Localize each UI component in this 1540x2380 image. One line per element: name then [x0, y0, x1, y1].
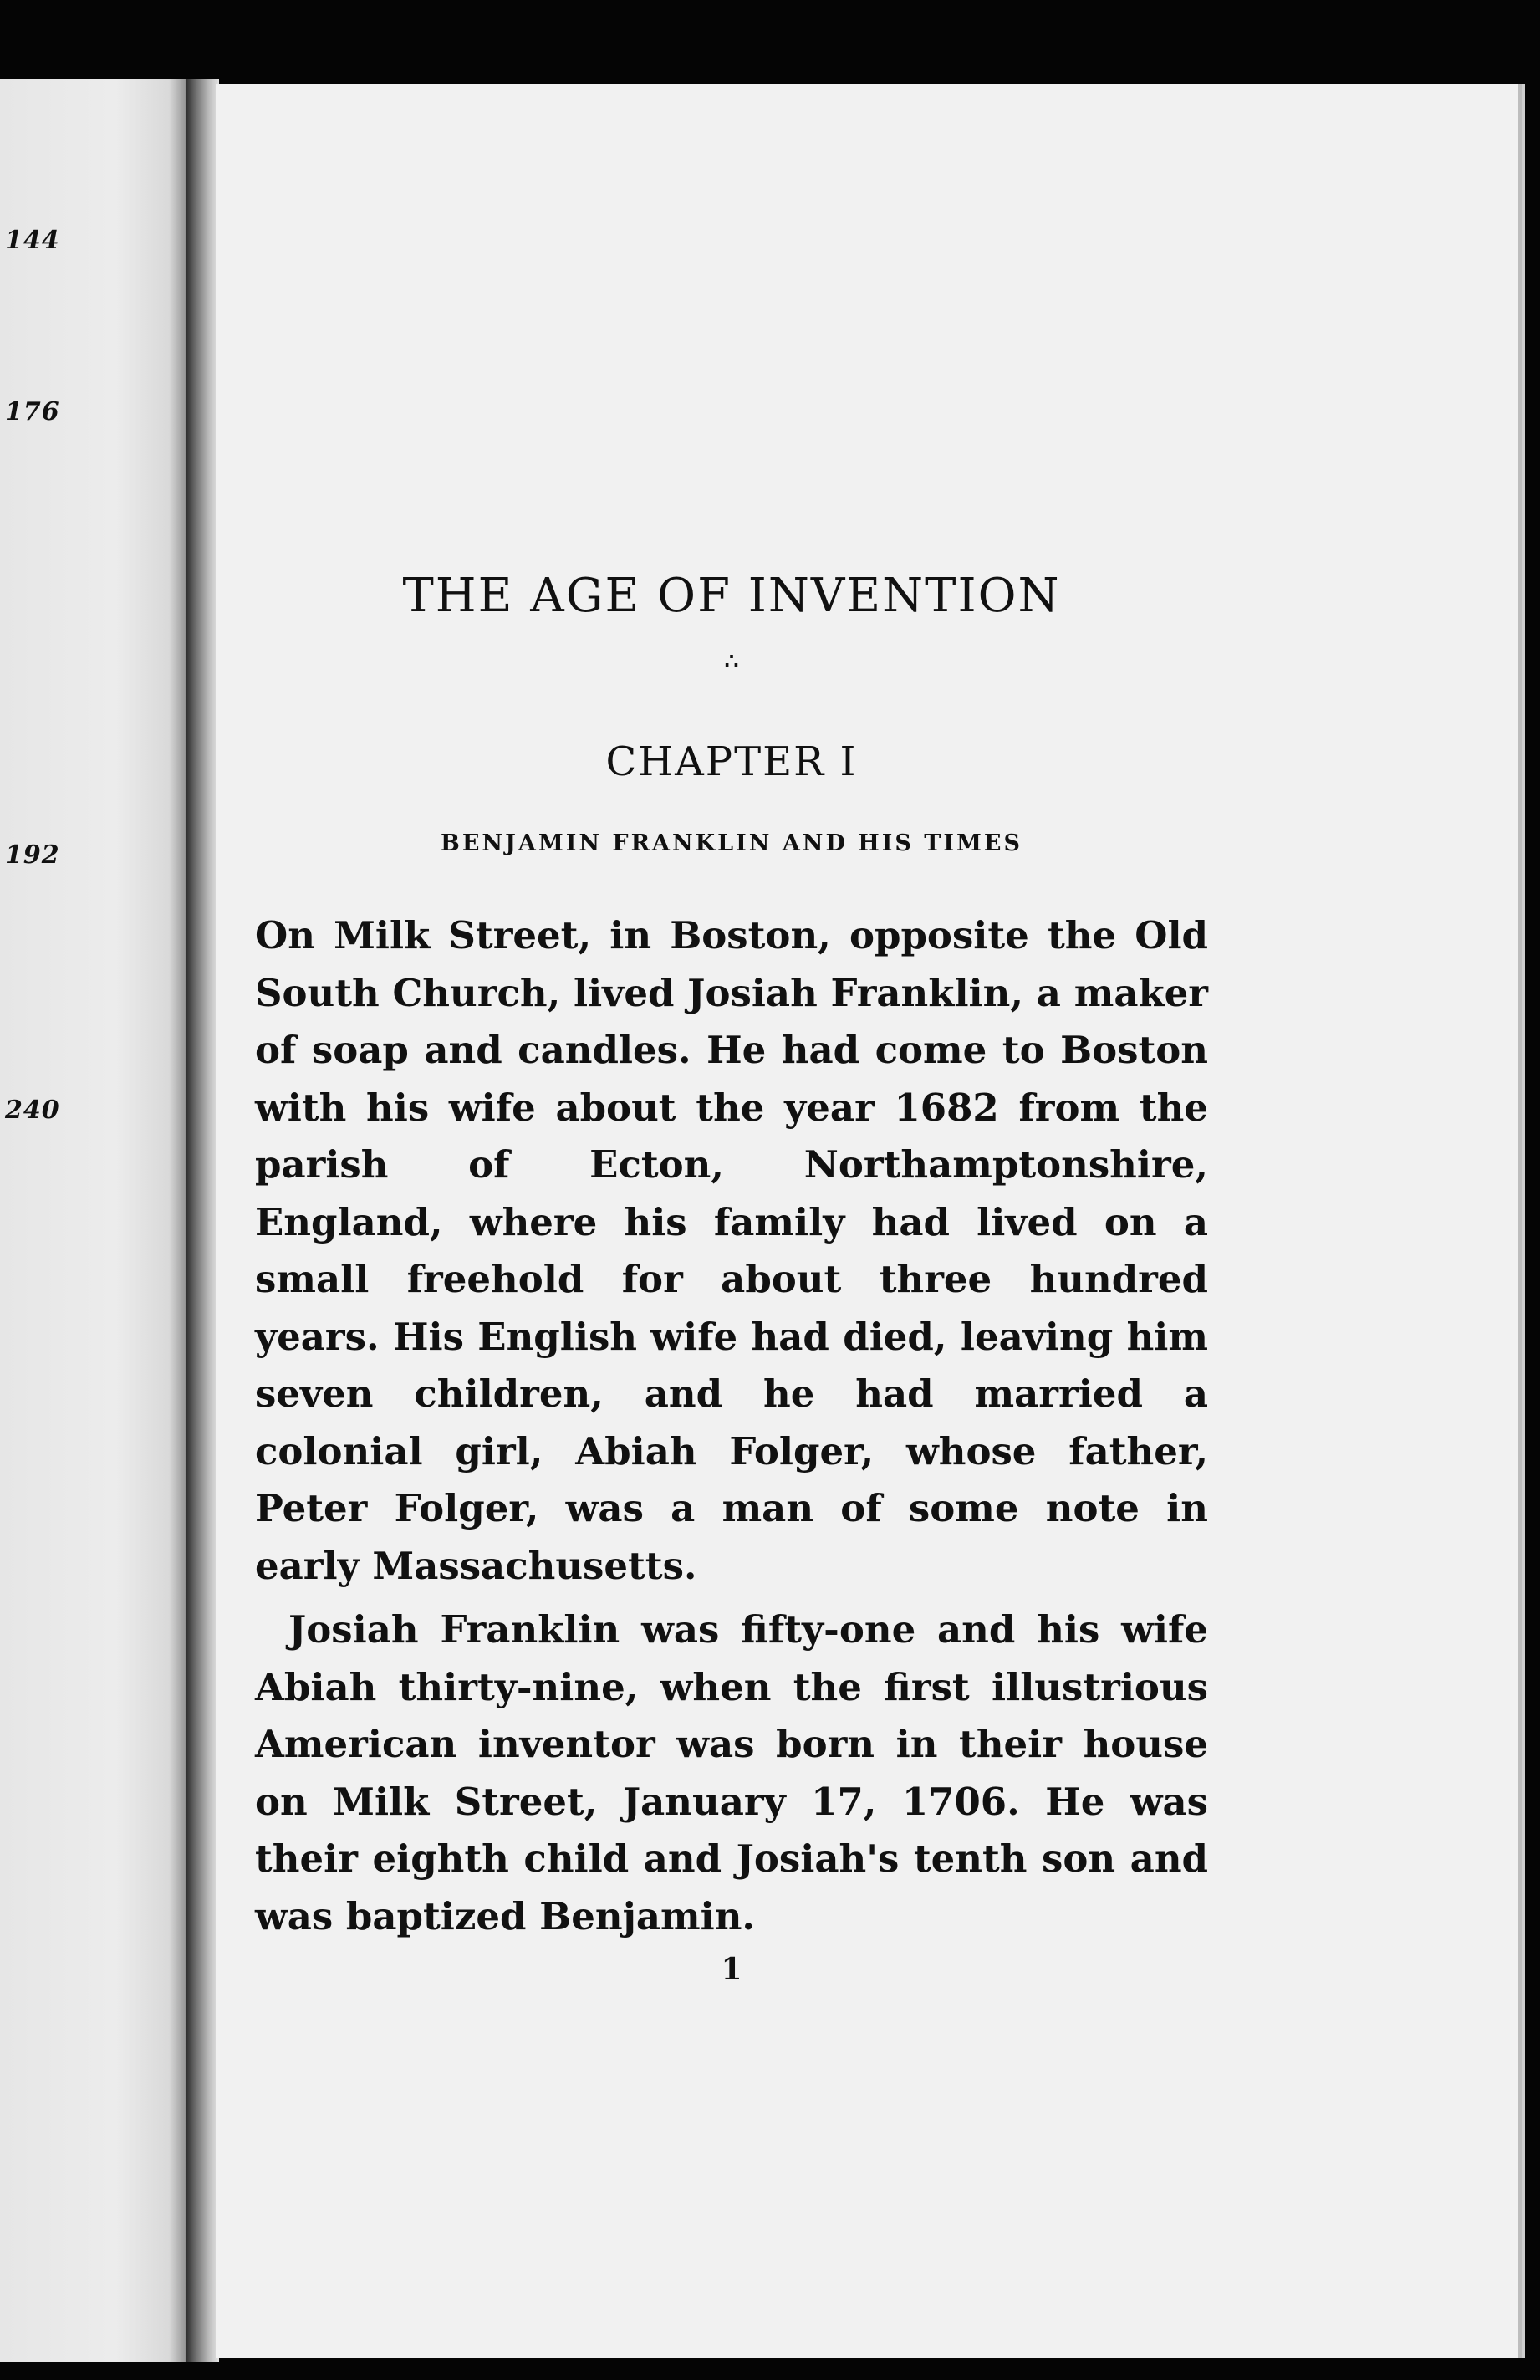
chapter-heading: CHAPTER I [605, 738, 858, 785]
page-edge [1518, 84, 1522, 2358]
book-gutter [186, 79, 219, 2362]
body-paragraph: On Milk Street, in Boston, opposite the Old South Church, lived Josiah Franklin, a maker of soap and candles. He had come to Boston with his wife about the year 1682 from the parish of Ecton, Northamptonshire, England, where his family had lived on a small freehold for about three hundred years. His English wife had died, leaving him seven children, and he had married a colonial girl, Abiah Folger, whose father, Peter Folger, was a man of some note in early Massachusetts. [255, 913, 1208, 1588]
body-paragraph: Josiah Franklin was fifty-one and his wife Abiah thirty-nine, when the first illustrious American inventor was born in their house on Milk Street, January 17, 1706. He was their eighth child and Josiah's tenth son and was baptized Benjamin. [255, 1607, 1208, 1938]
margin-page-number: 240 [5, 1096, 60, 1125]
book-title: THE AGE OF INVENTION [402, 569, 1061, 623]
margin-page-number: 176 [5, 397, 60, 426]
ornament: ∴ [724, 649, 739, 674]
margin-page-number: 144 [5, 226, 60, 255]
chapter-subtitle: BENJAMIN FRANKLIN AND HIS TIMES [441, 830, 1022, 856]
previous-page-edge [0, 79, 192, 2362]
page-content [255, 569, 1208, 1987]
margin-page-number: 192 [5, 840, 60, 870]
page-number: 1 [721, 1952, 742, 1987]
